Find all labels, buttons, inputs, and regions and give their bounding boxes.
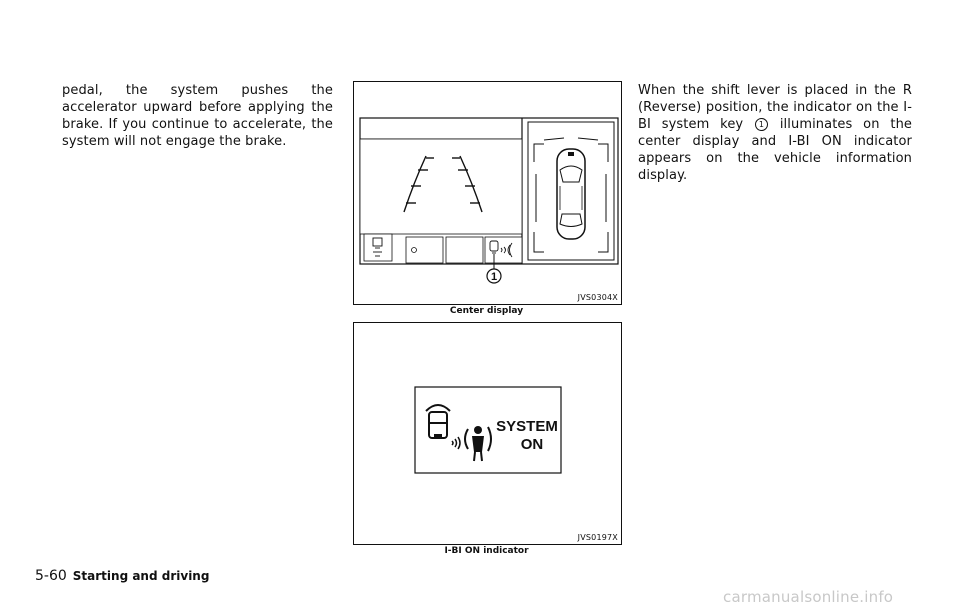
figure-code-1: JVS0304X [577, 293, 618, 302]
body-text-right-part2: illuminates on the center display and I-BI ON indicator appears on the vehicle information display. [638, 117, 913, 183]
center-display-illustration [354, 82, 621, 304]
section-title: Starting and driving [72, 569, 210, 583]
callout-1-number: 1 [490, 271, 498, 283]
system-on-text-line2: ON [520, 436, 544, 453]
ibi-on-indicator-illustration [354, 323, 621, 544]
watermark: carmanualsonline.info [723, 588, 894, 606]
page-footer [35, 568, 209, 584]
callout-ref-circle: 1 [755, 118, 768, 131]
page-number: 5-60 [35, 568, 67, 584]
center-display-figure [353, 81, 622, 305]
body-text-right-part1: When the shift lever is placed in the R (Reverse) position, the indicator on the I-BI system key [638, 83, 912, 132]
ibi-on-indicator-figure [353, 322, 622, 545]
figure-caption-2: I-BI ON indicator [444, 546, 529, 556]
body-text-left: pedal, the system pushes the accelerator upward before applying the brake. If you continue to accelerate, the system will not engage the brake. [62, 83, 333, 149]
view-button-2[interactable] [446, 237, 483, 263]
vehicle-top-view-icon [557, 149, 585, 239]
figure-caption-1: Center display [449, 306, 524, 316]
body-text-right [638, 82, 912, 184]
system-on-text-line1: SYSTEM [496, 418, 558, 435]
figure-code-2: JVS0197X [577, 533, 618, 542]
